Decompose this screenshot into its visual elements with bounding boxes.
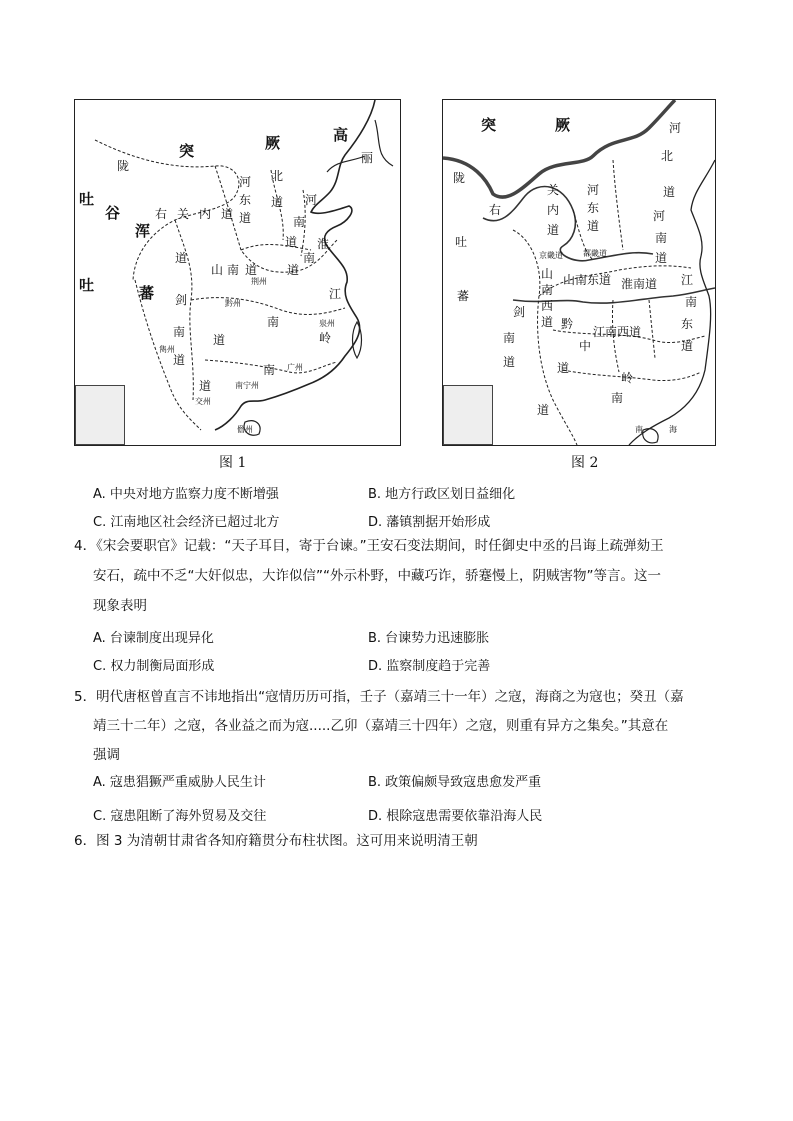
figure-1-caption: 图 1 xyxy=(219,455,247,471)
map-label: 厥 xyxy=(555,116,571,134)
map-label: 道 xyxy=(175,251,188,265)
figure-2-inset-map xyxy=(443,385,493,445)
map-label: 江 xyxy=(329,287,342,301)
map-label: 山 xyxy=(541,267,554,281)
map-label: 河 xyxy=(239,175,252,189)
map-label: 岭 xyxy=(319,331,332,345)
figure-2-caption: 图 2 xyxy=(571,455,599,471)
map-label: 南 xyxy=(263,363,276,377)
map-label: 道 xyxy=(537,403,550,417)
map-label: 山南东道 xyxy=(563,273,612,287)
map-label: 道 xyxy=(287,263,300,277)
map-label: 河 xyxy=(669,121,682,135)
map-label: 南 xyxy=(267,315,280,329)
map-label: 南 xyxy=(293,215,306,229)
map-label: 南 xyxy=(503,331,516,345)
map-label: 南 xyxy=(303,251,316,265)
q5-option-d[interactable]: D. 根除寇患需要依靠沿海人民 xyxy=(368,809,543,824)
map-label: 道 xyxy=(655,251,668,265)
q3-option-b[interactable]: B. 地方行政区划日益细化 xyxy=(368,487,516,502)
map-label: 右 xyxy=(489,203,502,217)
map-label: 黔州 xyxy=(225,299,241,308)
map-label: 江南西道 xyxy=(593,325,642,339)
map-label: 关 xyxy=(547,183,560,197)
map-label: 淮 xyxy=(317,237,330,251)
map-label: 广州 xyxy=(287,363,303,372)
map-label: 河 xyxy=(653,209,666,223)
map-label: 海 xyxy=(669,425,677,434)
map-label: 东 xyxy=(239,193,252,207)
map-label: 道 xyxy=(245,263,258,277)
map-label: 雋州 xyxy=(159,345,175,354)
map-label: 陇 xyxy=(117,159,130,173)
map-label: 道 xyxy=(285,235,298,249)
map-label: 南 xyxy=(541,283,554,297)
figure-2-map xyxy=(442,99,716,446)
map-label: 道 xyxy=(173,353,186,367)
q4-stem-line-1: 4．《宋会要职官》记载：“天子耳目，寄于台谏。”王安石变法期间，时任御史中丞的吕诲上疏弹劾王 xyxy=(74,538,664,554)
map-label: 道 xyxy=(271,195,284,209)
map-label: 道 xyxy=(239,211,252,225)
q5-stem-line-3: 强调 xyxy=(93,747,120,763)
map-label: 道 xyxy=(503,355,516,369)
map-label: 都畿道 xyxy=(583,249,607,258)
map-label: 高 xyxy=(333,126,349,144)
q4-option-c[interactable]: C. 权力制衡局面形成 xyxy=(93,659,215,674)
map-label: 突 xyxy=(179,142,195,160)
map-label: 河 xyxy=(587,183,600,197)
map-label: 蕃 xyxy=(139,284,155,302)
map-label: 道 xyxy=(213,333,226,347)
map-label: 吐 xyxy=(455,235,468,249)
map-label: 浑 xyxy=(135,222,151,240)
map-label: 南 xyxy=(635,425,643,434)
map-label: 剑 xyxy=(175,293,188,307)
q5-stem-line-1: 5．明代唐枢曾直言不讳地指出“寇情历历可指，壬子（嘉靖三十一年）之寇，海商之为寇也；癸丑（嘉 xyxy=(74,689,684,705)
map-label: 道 xyxy=(557,361,570,375)
map-label: 内 xyxy=(199,207,212,221)
map-label: 南 xyxy=(173,325,186,339)
map-label: 儋州 xyxy=(237,425,253,434)
map-label: 东 xyxy=(587,201,600,215)
map-label: 陇 xyxy=(453,171,466,185)
map-label: 河 xyxy=(305,193,318,207)
map-label: 南 xyxy=(685,295,698,309)
map-label: 黔 xyxy=(561,317,574,331)
q6-stem-line-1: 6．图 3 为清朝甘肃省各知府籍贯分布柱状图。这可用来说明清王朝 xyxy=(74,833,478,849)
map-label: 道 xyxy=(587,219,600,233)
map-label: 南宁州 xyxy=(235,381,259,390)
map-label: 江 xyxy=(681,273,694,287)
map-label: 道 xyxy=(663,185,676,199)
q3-option-d[interactable]: D. 藩镇割据开始形成 xyxy=(368,515,491,530)
q5-option-b[interactable]: B. 政策偏颇导致寇患愈发严重 xyxy=(368,775,542,790)
map-label: 道 xyxy=(221,207,234,221)
q4-stem-line-2: 安石，疏中不乏“大奸似忠，大诈似信”“外示朴野，中藏巧诈，骄蹇慢上，阴贼害物”等言。这一 xyxy=(93,568,661,584)
q3-option-a[interactable]: A. 中央对地方监察力度不断增强 xyxy=(93,487,279,502)
map-label: 谷 xyxy=(105,204,121,222)
figure-1-map xyxy=(74,99,401,446)
q5-option-c[interactable]: C. 寇患阻断了海外贸易及交往 xyxy=(93,809,267,824)
map-label: 京畿道 xyxy=(539,251,563,260)
map-label: 厥 xyxy=(265,134,281,152)
q4-option-d[interactable]: D. 监察制度趋于完善 xyxy=(368,659,491,674)
map-label: 北 xyxy=(271,169,284,183)
q4-stem-line-3: 现象表明 xyxy=(93,598,147,614)
map-label: 内 xyxy=(547,203,560,217)
map-label: 道 xyxy=(199,379,212,393)
map-label: 北 xyxy=(661,149,674,163)
map-label: 吐 xyxy=(79,190,95,208)
map-label: 蕃 xyxy=(457,289,470,303)
map-label: 道 xyxy=(681,339,694,353)
map-label: 突 xyxy=(481,116,497,134)
map-label: 道 xyxy=(547,223,560,237)
map-label: 南 xyxy=(227,263,240,277)
q3-option-c[interactable]: C. 江南地区社会经济已超过北方 xyxy=(93,515,280,530)
map-label: 右 xyxy=(155,207,168,221)
map-label: 岭 xyxy=(621,371,634,385)
map-label: 东 xyxy=(681,317,694,331)
map-label: 西 xyxy=(541,299,554,313)
q4-option-b[interactable]: B. 台谏势力迅速膨胀 xyxy=(368,631,490,646)
map-label: 道 xyxy=(541,315,554,329)
map-label: 淮南道 xyxy=(621,277,658,291)
map-label: 山 xyxy=(211,263,224,277)
map-label: 泉州 xyxy=(319,319,335,328)
map-label: 交州 xyxy=(195,397,211,406)
map-label: 丽 xyxy=(361,151,374,165)
map-label: 关 xyxy=(177,207,190,221)
map-label: 中 xyxy=(579,339,592,353)
map-label: 荆州 xyxy=(251,277,267,286)
map-label: 吐 xyxy=(79,276,95,294)
q5-option-a[interactable]: A. 寇患猖獗严重威胁人民生计 xyxy=(93,775,266,790)
map-label: 南 xyxy=(611,391,624,405)
q4-option-a[interactable]: A. 台谏制度出现异化 xyxy=(93,631,214,646)
q5-stem-line-2: 靖三十二年）之寇，各业益之而为寇.....乙卯（嘉靖三十四年）之寇，则重有异方之集矣。”其意在 xyxy=(93,718,669,734)
map-label: 剑 xyxy=(513,305,526,319)
map-label: 南 xyxy=(655,231,668,245)
figure-1-inset-map xyxy=(75,385,125,445)
